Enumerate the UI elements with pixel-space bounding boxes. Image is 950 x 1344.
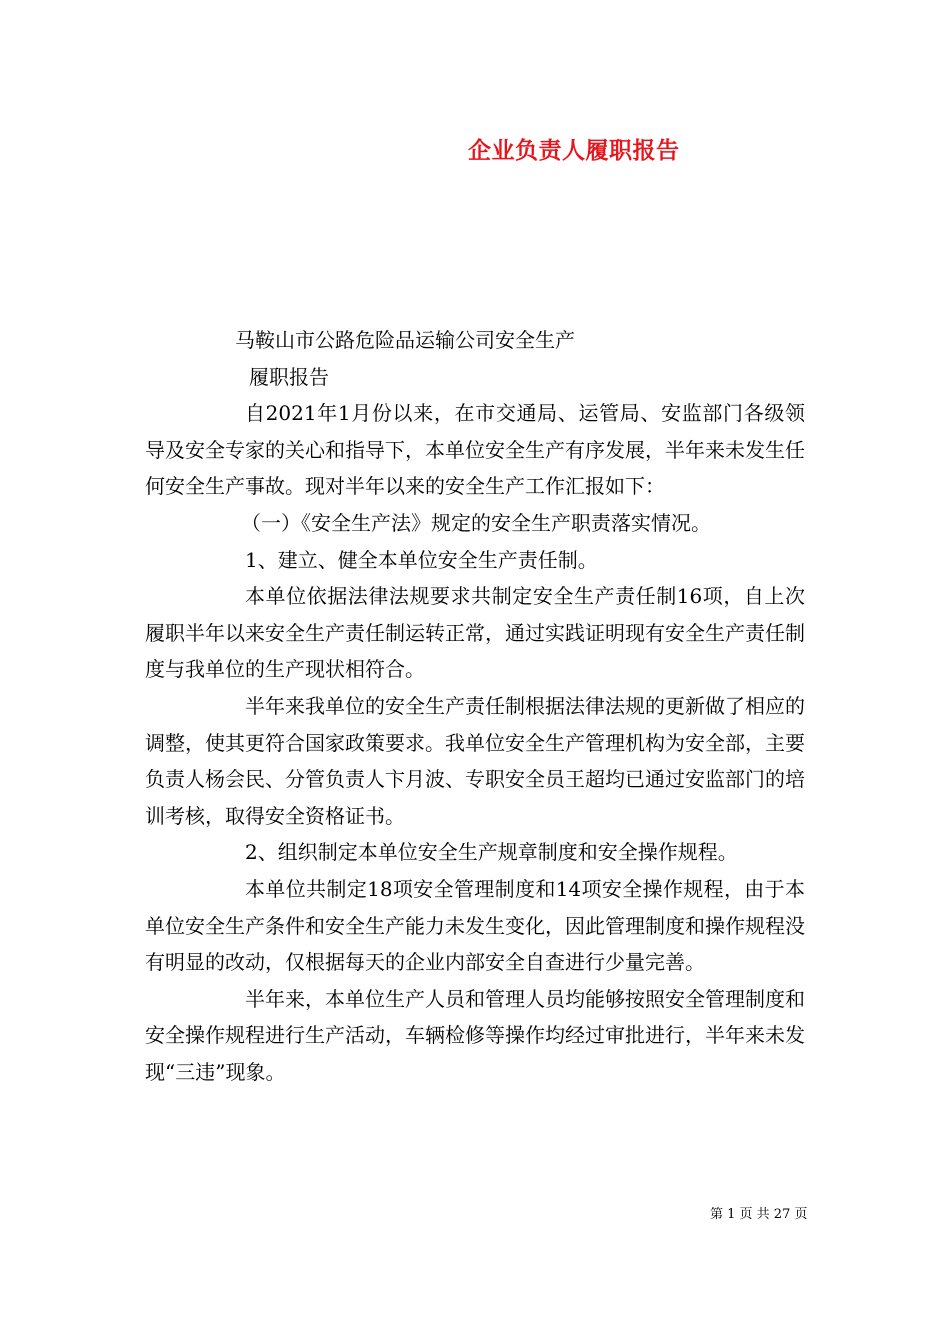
subtitle-line-1: 马鞍山市公路危险品运输公司安全生产 [235,328,575,352]
document-body [145,322,805,1090]
subsection-heading-1: 1、建立、健全本单位安全生产责任制。 [245,547,598,572]
section-heading-1: （一）《安全生产法》规定的安全生产职责落实情况。 [241,510,711,535]
subtitle-line-2: 履职报告 [249,364,329,389]
paragraph: 本单位依据法律法规要求共制定安全生产责任制16项，自上次履职半年以来安全生产责任制运转正常，通过实践证明现有安全生产责任制度与我单位的生产现状相符合。 [145,584,805,682]
paragraph: 半年来，本单位生产人员和管理人员均能够按照安全管理制度和安全操作规程进行生产活动，车辆检修等操作均经过审批进行，半年来未发现“三违”现象。 [145,986,805,1084]
paragraph: 本单位共制定18项安全管理制度和14项安全操作规程，由于本单位安全生产条件和安全生产能力未发生变化，因此管理制度和操作规程没有明显的改动，仅根据每天的企业内部安全自查进行少量完善。 [145,876,805,975]
paragraph: 半年来我单位的安全生产责任制根据法律法规的更新做了相应的调整，使其更符合国家政策要求。我单位安全生产管理机构为安全部，主要负责人杨会民、分管负责人卞月波、专职安全员王超均已通过安监部门的培训考核，取得安全资格证书。 [145,693,805,828]
paragraph-intro: 自2021年1月份以来，在市交通局、运管局、安监部门各级领导及安全专家的关心和指导下，本单位安全生产有序发展，半年来未发生任何安全生产事故。现对半年以来的安全生产工作汇报如下： [145,401,805,499]
subsection-heading-2: 2、组织制定本单位安全生产规章制度和安全操作规程。 [245,840,738,865]
page-number-footer: 第 1 页 共 27 页 [710,1207,808,1222]
document-title: 企业负责人履职报告 [468,137,680,164]
